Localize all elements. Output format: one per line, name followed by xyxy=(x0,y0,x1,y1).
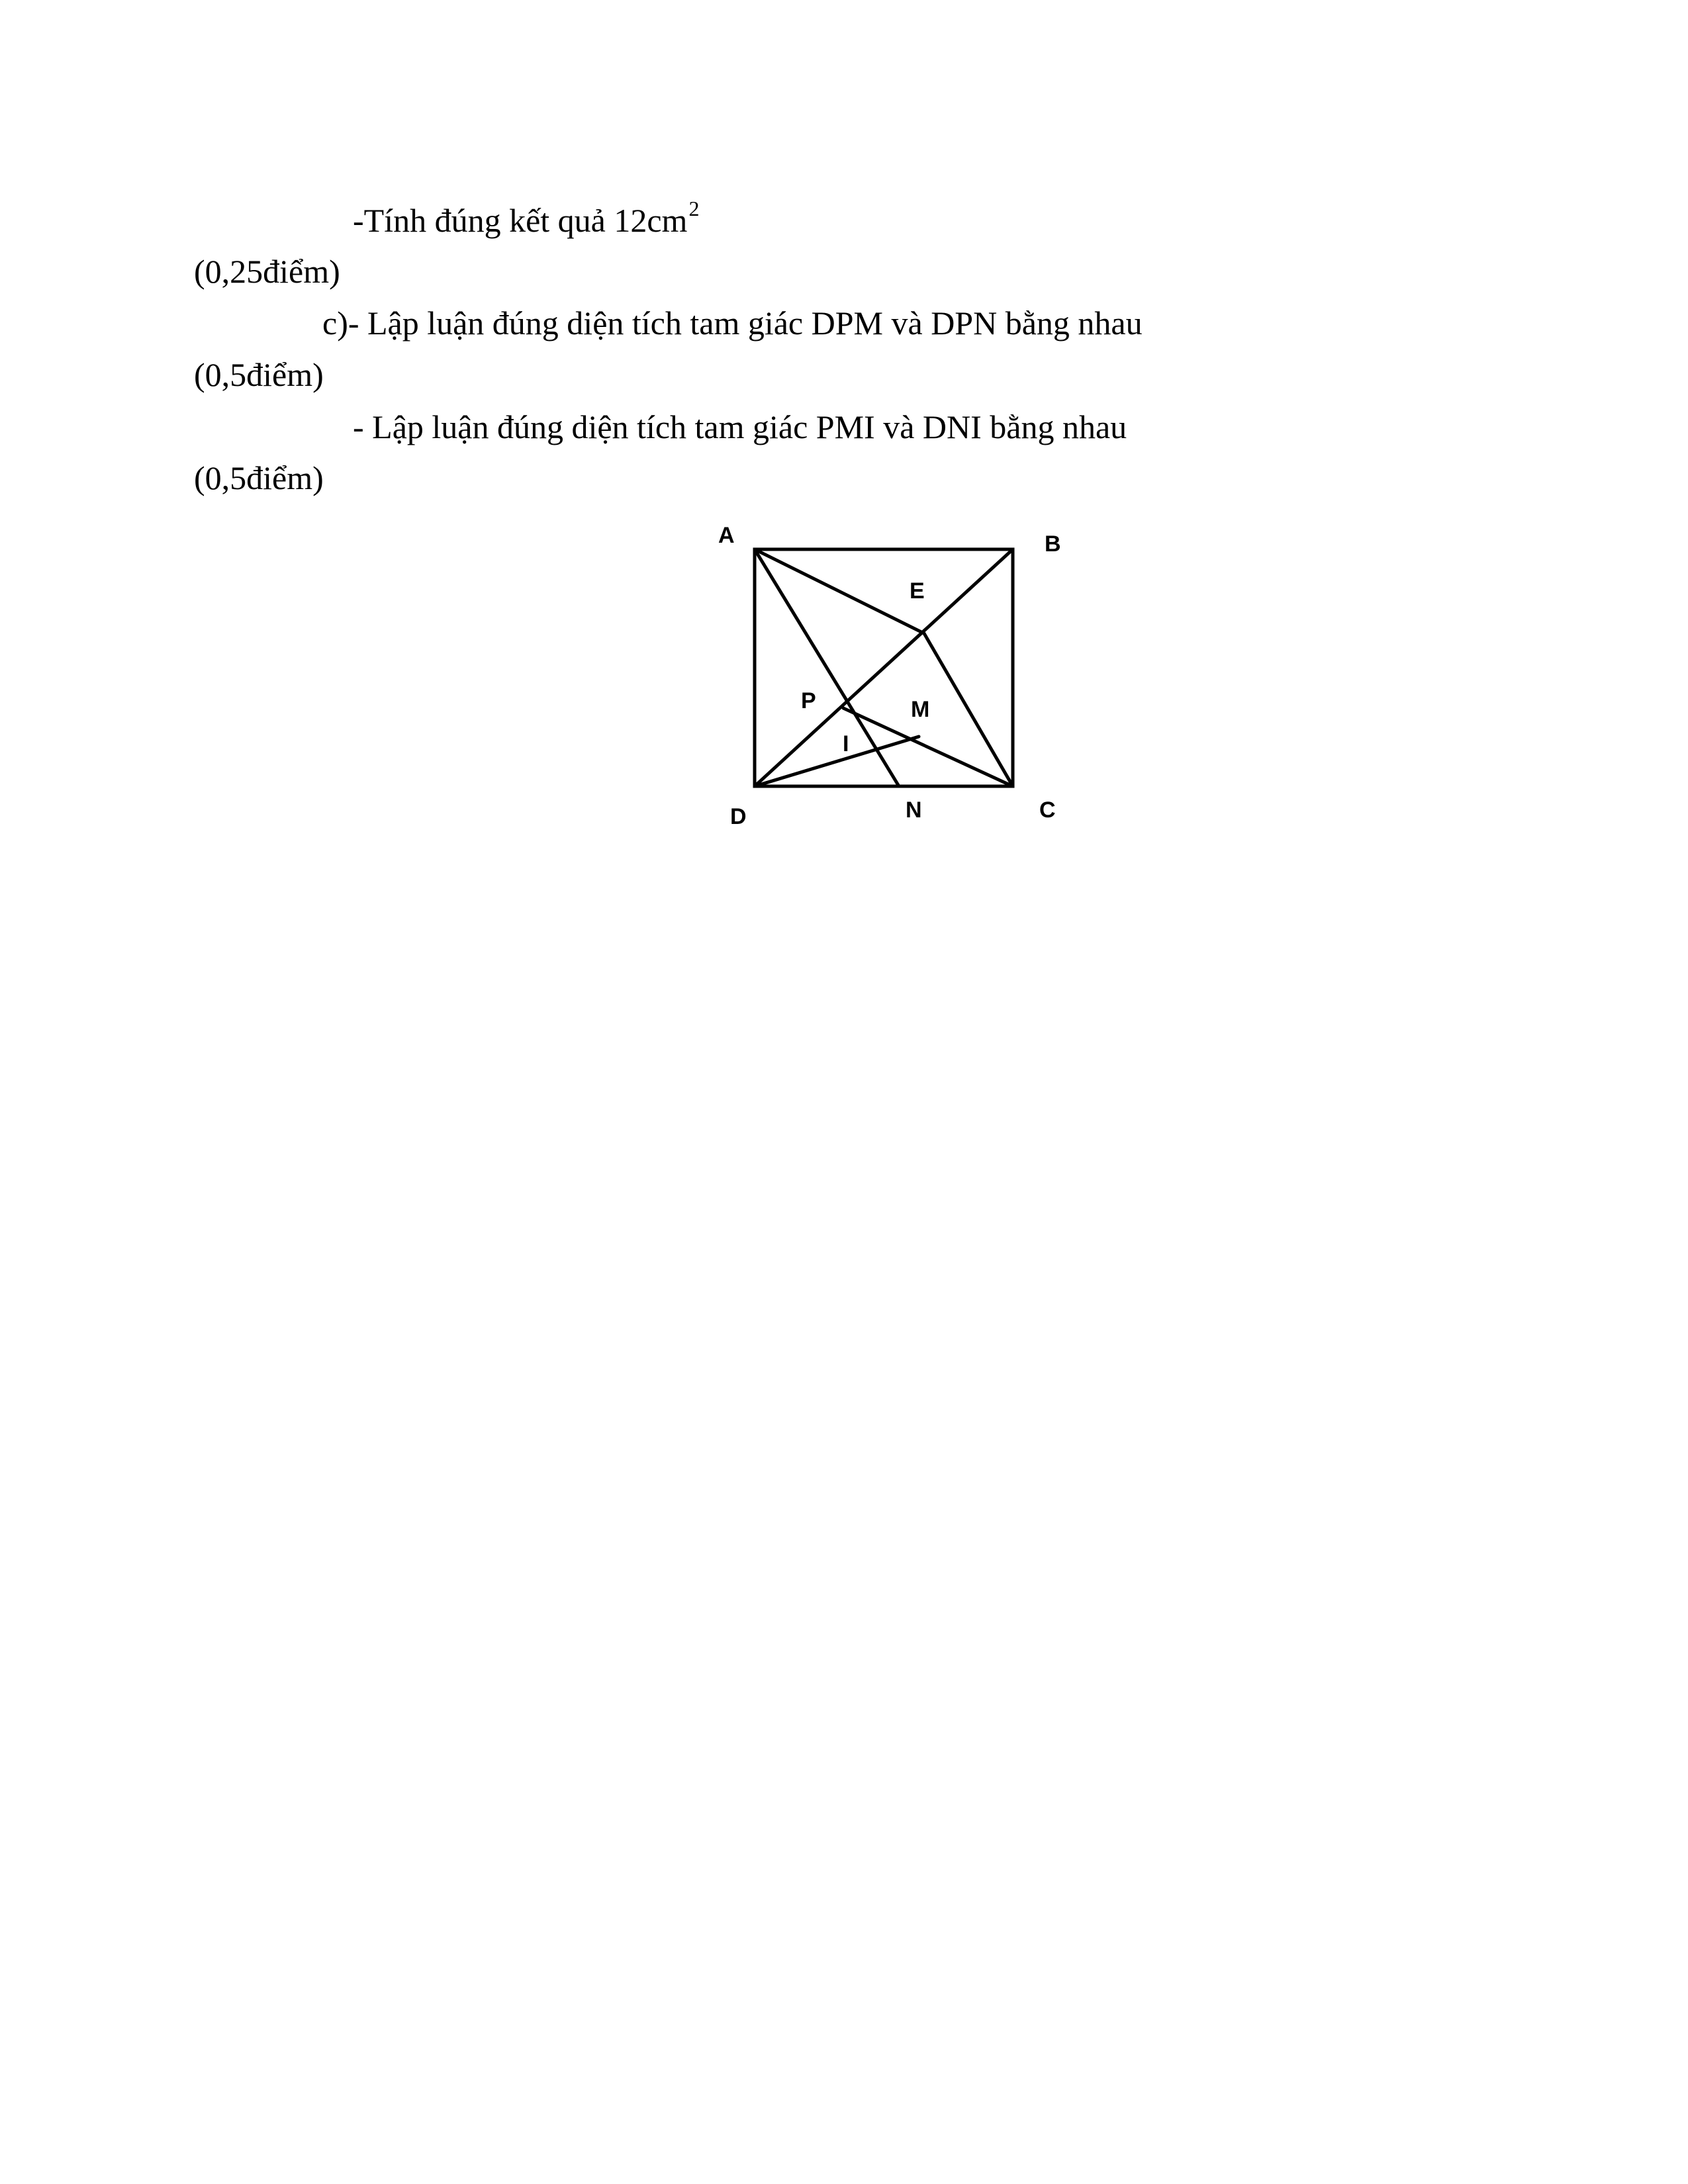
score-line-1: (0,25điểm) xyxy=(194,253,340,290)
label-a: A xyxy=(718,523,735,548)
geometry-diagram-svg xyxy=(702,510,1099,854)
superscript-squared: 2 xyxy=(688,197,700,220)
score-line-2: (0,5điểm) xyxy=(194,356,324,393)
label-d: D xyxy=(730,804,747,829)
label-i: I xyxy=(843,731,849,756)
label-e: E xyxy=(910,578,925,604)
score-line-3: (0,5điểm) xyxy=(194,459,324,496)
geometry-figure xyxy=(702,510,1099,854)
answer-line-area-result xyxy=(353,197,700,239)
answer-line-part-c-dpm-dpn: c)- Lập luận đúng diện tích tam giác DPM và DPN bằng nhau xyxy=(322,304,1143,341)
label-b: B xyxy=(1045,531,1061,557)
label-p: P xyxy=(801,688,816,713)
label-m: M xyxy=(911,697,930,722)
label-c: C xyxy=(1039,797,1056,823)
label-n: N xyxy=(906,797,922,823)
answer-line-pmi-dni: - Lập luận đúng diện tích tam giác PMI và DNI bằng nhau xyxy=(353,408,1127,445)
answer-line-area-text: -Tính đúng kết quả 12cm xyxy=(353,202,688,239)
diagonal-db xyxy=(755,549,1013,786)
